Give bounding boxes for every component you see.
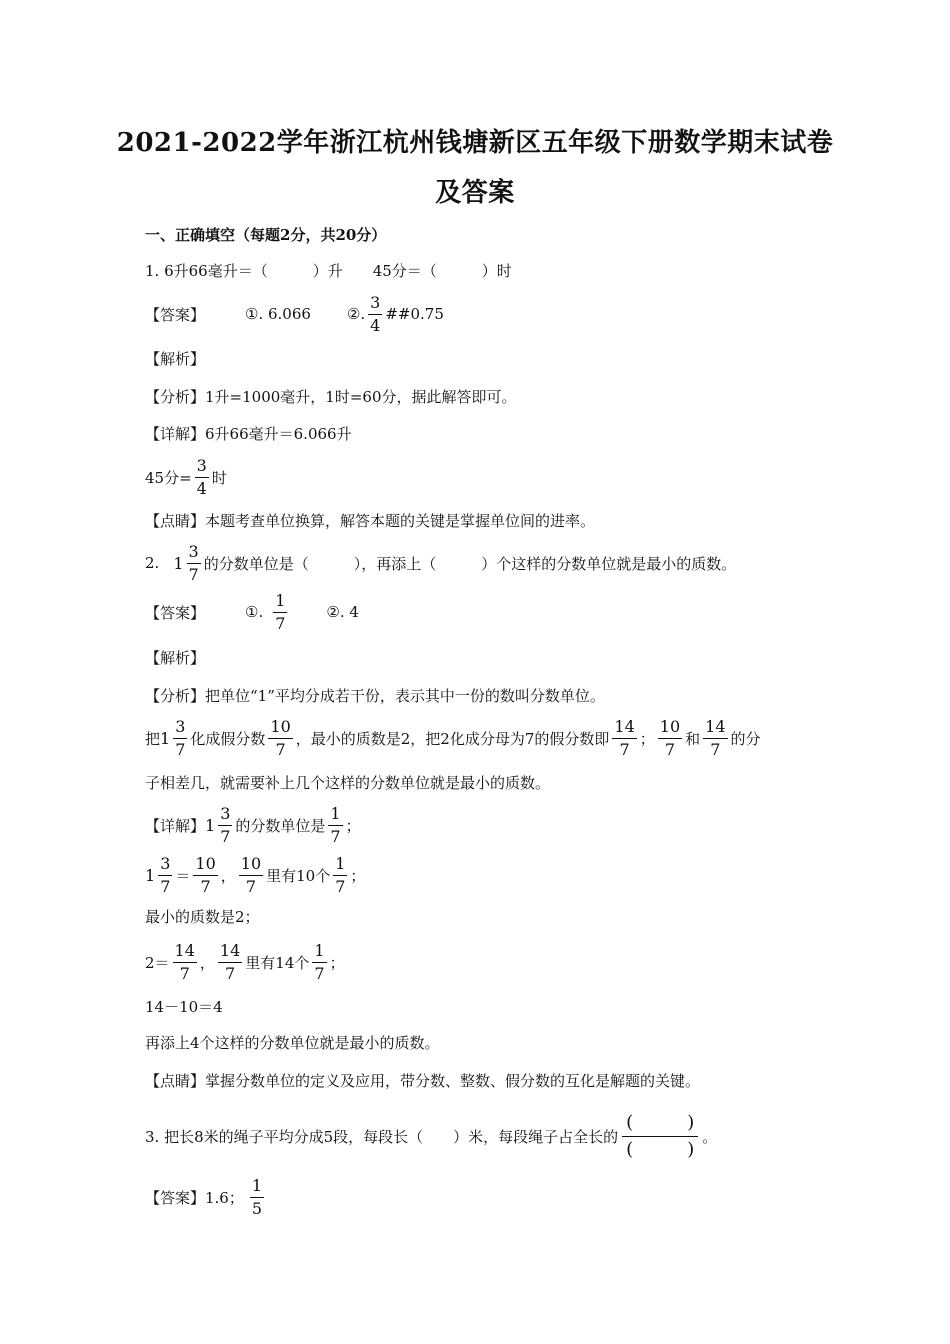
text: ，	[199, 953, 215, 972]
fraction: $\frac{10}{7}$	[270, 716, 291, 759]
text: 把	[145, 729, 161, 748]
q2-conclusion: 再添上4个这样的分数单位就是最小的质数。	[145, 1033, 440, 1052]
fraction: $\frac{14}{7}$	[705, 716, 726, 759]
fraction: $\frac{10}{7}$	[659, 716, 681, 759]
mixed-number: 1 $\frac{3}{7}$	[205, 803, 231, 846]
q2-calc: 14－10＝4	[145, 997, 223, 1016]
blank-fraction: ( ) ( )	[622, 1114, 698, 1159]
answer-label: 【答案】	[145, 603, 206, 622]
mixed-number: 1 $\frac{3}{7}$	[173, 541, 199, 584]
doc-title-line1: 2021-2022学年浙江杭州钱塘新区五年级下册数学期末试卷	[116, 128, 834, 158]
text: ；	[639, 729, 655, 748]
text: 3. 把长8米的绳子平均分成5段，每段长（ ）米，每段绳子占全长的	[145, 1127, 619, 1146]
text: 【详解】	[145, 816, 206, 835]
text: ；	[345, 816, 361, 835]
text: 里有14个	[245, 953, 310, 972]
q1-answer	[145, 294, 444, 334]
text: ，最小的质数是2，把2化成分母为7的假分数即	[295, 729, 610, 748]
mixed-number: 1 $\frac{3}{7}$	[160, 716, 186, 759]
fraction: $\frac{14}{7}$	[174, 940, 195, 983]
jiexi-label: 【解析】	[145, 349, 206, 368]
fraction: $\frac{10}{7}$	[195, 853, 216, 896]
text: 2.	[145, 554, 160, 572]
q2-equation1	[145, 855, 365, 895]
answer-part: ①. 6.066	[245, 305, 311, 323]
q2-question	[145, 543, 736, 583]
q2-detail	[145, 805, 361, 845]
text: ＝	[175, 866, 191, 885]
fraction: $\frac{14}{7}$	[614, 716, 635, 759]
fraction: $\frac{3}{4}$	[370, 292, 381, 335]
q3-question	[145, 1111, 718, 1160]
text: 的分数单位是（ ），再添上（ ）个这样的分数单位就是最小的质数。	[203, 554, 737, 573]
q2-tip: 【点睛】掌握分数单位的定义及应用，带分数、整数、假分数的互化是解题的关键。	[145, 1071, 701, 1090]
doc-title-line2: 及答案	[435, 178, 515, 208]
text: ；	[350, 866, 366, 885]
fraction: $\frac{14}{7}$	[219, 940, 241, 983]
mixed-number: 1 $\frac{3}{7}$	[145, 853, 171, 896]
q3-answer	[145, 1177, 267, 1217]
text: 45分=	[145, 468, 192, 487]
text: 【答案】1.6；	[145, 1188, 244, 1207]
section-heading: 一、正确填空（每题2分，共20分）	[145, 225, 387, 244]
text: ；	[329, 953, 345, 972]
text: ，	[220, 866, 236, 885]
q2-analysis-line2: 子相差几，就需要补上几个这样的分数单位就是最小的质数。	[145, 773, 551, 792]
q1-analysis: 【分析】1升=1000毫升，1时=60分，据此解答即可。	[145, 387, 517, 406]
text: 和	[685, 729, 701, 748]
q1-detail-line2	[145, 457, 227, 497]
answer-label: 【答案】	[145, 305, 206, 324]
fraction: $\frac{1}{7}$	[335, 853, 346, 896]
fraction: $\frac{1}{5}$	[251, 1175, 263, 1218]
q2-equation2	[145, 942, 345, 982]
answer-part: ##0.75	[385, 305, 444, 323]
text: 的分数单位是	[235, 816, 326, 835]
text: 。	[702, 1127, 718, 1146]
text: 2＝	[145, 953, 170, 972]
jiexi-label: 【解析】	[145, 648, 206, 667]
text: 时	[211, 468, 227, 487]
q1-tip: 【点睛】本题考查单位换算，解答本题的关键是掌握单位间的进率。	[145, 511, 596, 530]
text: 的分	[730, 729, 761, 748]
fraction: $\frac{3}{4}$	[196, 455, 207, 498]
fraction: $\frac{10}{7}$	[240, 853, 262, 896]
q1-detail: 【详解】6升66毫升＝6.066升	[145, 424, 352, 443]
q2-answer	[145, 592, 359, 632]
fraction: $\frac{1}{7}$	[314, 940, 325, 983]
text: ②. 4	[326, 603, 359, 621]
fraction: $\frac{1}{7}$	[330, 803, 341, 846]
answer-part: ②.	[346, 305, 366, 323]
q2-analysis-line1	[145, 718, 761, 758]
fraction: $\frac{1}{7}$	[275, 590, 286, 633]
q2-min-prime: 最小的质数是2；	[145, 907, 260, 926]
q2-analysis: 【分析】把单位“1”平均分成若干份，表示其中一份的数叫分数单位。	[145, 686, 605, 705]
text: 化成假分数	[190, 729, 266, 748]
q1-question: 1. 6升66毫升＝（ ）升 45分＝（ ）时	[145, 261, 512, 280]
text: 里有10个	[266, 866, 331, 885]
text: ①.	[245, 603, 264, 621]
